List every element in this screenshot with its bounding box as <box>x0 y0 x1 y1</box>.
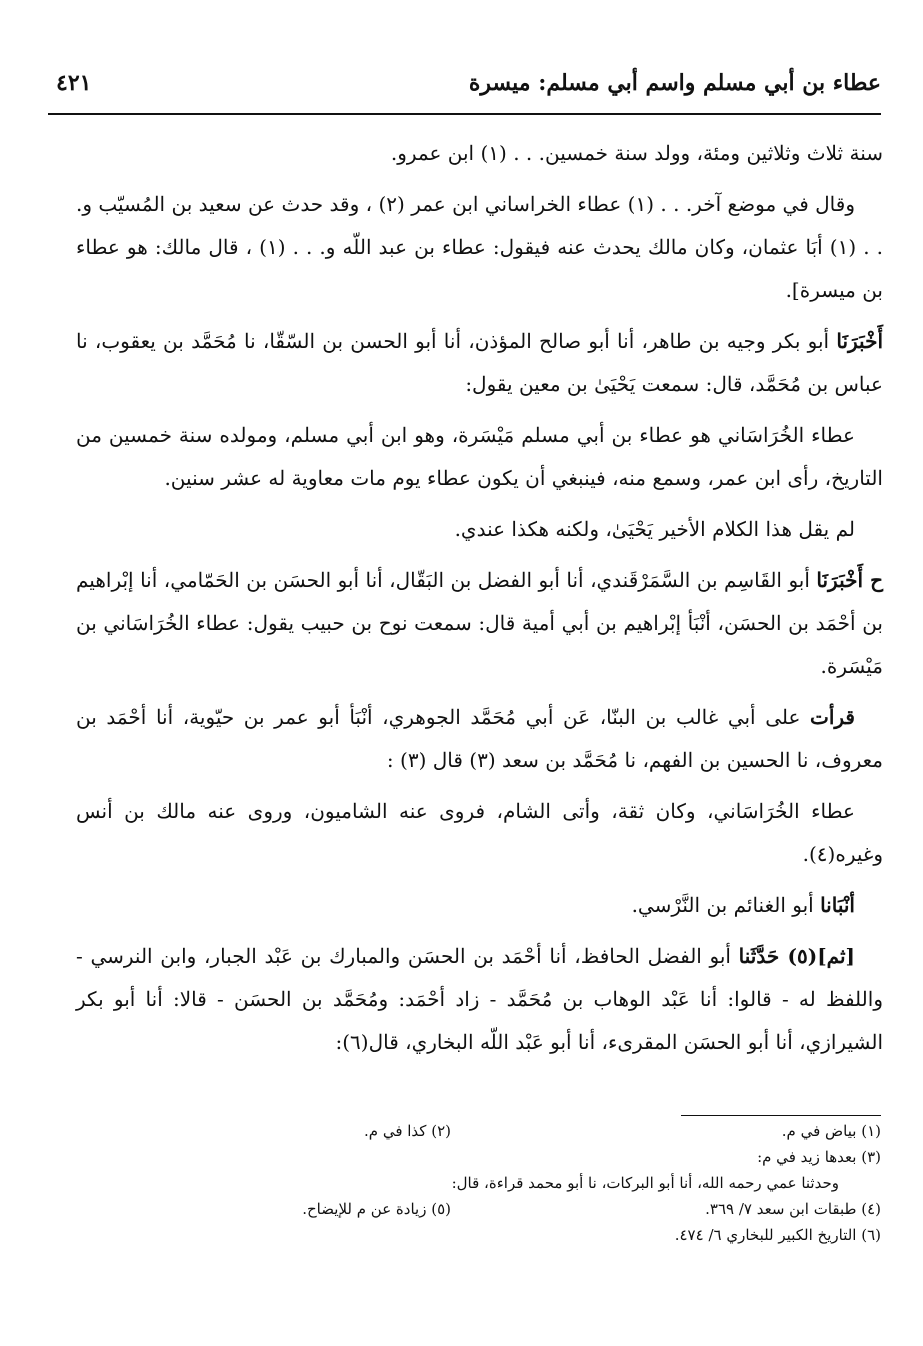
paragraph-3 <box>76 320 883 406</box>
paragraph-3-text: أبو بكر وجيه بن طاهر، أنا أبو صالح المؤذن، أنا أبو الحسن بن السّقّا، نا مُحَمَّد بن يعقوب، نا عباس بن مُحَمَّد، قال: سمعت يَحْيَىٰ بن معين يقول: <box>76 329 883 396</box>
paragraph-8: عطاء الخُرَاسَاني، وكان ثقة، وأتى الشام، فروى عنه الشاميون، وروى عنه مالك بن أنس وغيره(٤). <box>76 799 883 866</box>
footnote-row <box>120 1226 881 1252</box>
paragraph-7 <box>76 696 883 782</box>
paragraph-10 <box>76 935 883 1064</box>
footnote-5: (٥) زيادة عن م للإيضاح. <box>302 1200 451 1218</box>
footnote-4: (٤) طبقات ابن سعد ٧/ ٣٦٩. <box>705 1200 881 1218</box>
paragraph-4: عطاء الخُرَاسَاني هو عطاء بن أبي مسلم مَيْسَرة، وهو ابن أبي مسلم، ومولده سنة خمسين من التاريخ، رأى ابن عمر، وسمع منه، فينبغي أن يكون عطاء يوم مات معاوية له عشر سنين. <box>76 423 883 490</box>
narration-keyword: قرأت <box>810 705 855 729</box>
paragraph-2: وقال في موضع آخر. . . (١) عطاء الخراساني ابن عمر (٢) ، وقد حدث عن سعيد بن المُسيّب و. . . (١) أبَا عثمان، وكان مالك يحدث عنه فيقول: عطاء بن عبد اللّه و. . . (١) ، قال مالك: هو عطاء بن ميسرة]. <box>76 192 884 302</box>
narration-keyword: أَخْبَرَنَا <box>836 329 883 353</box>
footnote-row <box>120 1200 881 1226</box>
paragraph-1: سنة ثلاث وثلاثين ومئة، وولد سنة خمسين. . . (١) ابن عمرو. <box>390 141 883 165</box>
footnote-2: (٢) كذا في م. <box>364 1122 451 1140</box>
narration-keyword: [ثم](٥) حَدَّثَنا <box>738 944 855 968</box>
footnote-row <box>120 1174 881 1200</box>
footnote-3-continuation: وحدثنا عمي رحمه الله، أنا أبو البركات، نا أبو محمد قراءة، قال: <box>451 1174 839 1192</box>
header-rule <box>48 113 881 115</box>
paragraph-6 <box>76 559 883 688</box>
footnote-6: (٦) التاريخ الكبير للبخاري ٦/ ٤٧٤. <box>674 1226 881 1244</box>
footnote-row <box>120 1148 881 1174</box>
paragraph-10-text: أبو الفضل الحافظ، أنا أحْمَد بن الحسَن والمبارك بن عَبْد الجبار، وابن النرسي - واللفظ له - قالوا: أنا عَبْد الوهاب بن مُحَمَّد - زاد أحْمَد: ومُحَمَّد بن الحسَن - قالا: أنا أبو بكر الشيرازي، أنا أبو الحسَن المقرىء، أنا أبو عَبْد اللّه البخاري، قال(٦): <box>76 944 883 1054</box>
paragraph-5: لم يقل هذا الكلام الأخير يَحْيَىٰ، ولكنه هكذا عندي. <box>454 517 855 541</box>
footnote-3: (٣) بعدها زيد في م: <box>757 1148 881 1166</box>
page-number: ٤٢١ <box>56 70 92 96</box>
running-title: عطاء بن أبي مسلم واسم أبي مسلم: ميسرة <box>468 70 881 96</box>
paragraph-9-text: أبو الغنائم بن النَّرْسي. <box>631 893 821 917</box>
footnotes <box>120 1122 881 1252</box>
paragraph-6-text: أبو القَاسِم بن السَّمَرْقَندي، أنا أبو الفضل بن البَقّال، أنا أبو الحسَن بن الحَمّامي، أنا إبْراهيم بن أحْمَد بن الحسَن، أنْبَأ إبْراهيم بن أبي أمية قال: سمعت نوح بن حبيب يقول: عطاء الخُرَاسَاني بن مَيْسَرة. <box>76 568 883 678</box>
footnote-rule <box>681 1115 881 1116</box>
paragraph-7-text: على أبي غالب بن البنّا، عَن أبي مُحَمَّد الجوهري، أنْبَأ أبو عمر بن حيّوية، أنا أحْمَد بن معروف، نا الحسين بن الفهم، نا مُحَمَّد بن سعد (٣) قال (٣) : <box>76 705 883 772</box>
paragraph-9 <box>76 884 883 927</box>
main-text <box>76 132 883 1072</box>
narration-keyword: ح أَخْبَرَنَا <box>816 568 883 592</box>
page-header <box>48 66 881 106</box>
narration-keyword: أنْبَانا <box>820 893 855 917</box>
footnote-row <box>120 1122 881 1148</box>
footnote-1: (١) بياض في م. <box>781 1122 881 1140</box>
